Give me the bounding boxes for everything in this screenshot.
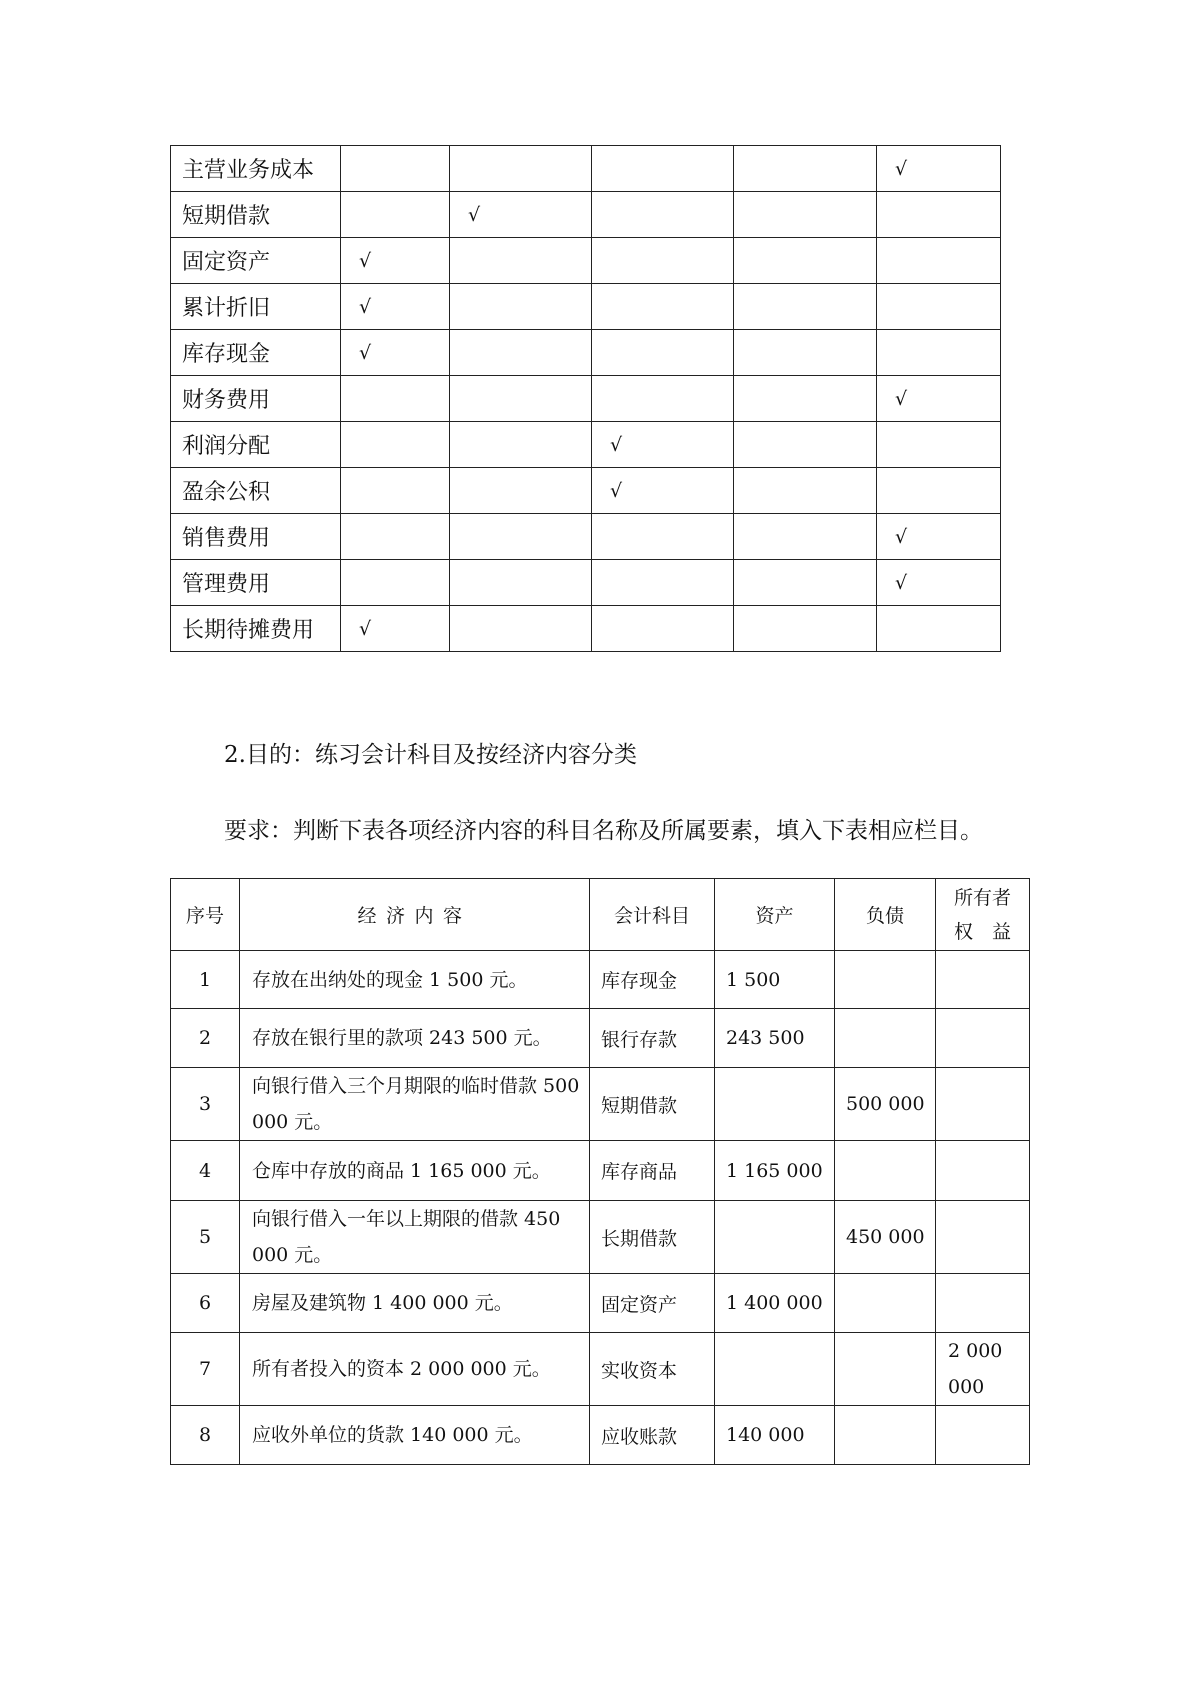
table-row [171, 284, 1001, 330]
check-mark-cell: √ [877, 376, 1001, 422]
check-mark-cell [341, 422, 450, 468]
check-mark-cell: √ [341, 606, 450, 652]
check-mark-cell [341, 146, 450, 192]
owner-equity-amount [936, 1274, 1030, 1333]
row-number: 4 [171, 1141, 240, 1201]
check-mark-cell: √ [341, 238, 450, 284]
header-owner-equity [936, 879, 1030, 951]
check-mark-cell [450, 146, 592, 192]
account-subject: 库存现金 [590, 951, 715, 1009]
check-mark-cell [592, 238, 734, 284]
account-subject: 银行存款 [590, 1009, 715, 1068]
check-mark-cell [877, 284, 1001, 330]
check-mark-cell [877, 606, 1001, 652]
economic-content-table [170, 878, 1030, 1465]
header-owner-line2: 权 益 [953, 920, 1011, 943]
account-subject: 固定资产 [590, 1274, 715, 1333]
asset-amount [715, 1201, 835, 1274]
check-mark-cell [450, 468, 592, 514]
check-mark-cell [450, 422, 592, 468]
table-row [171, 468, 1001, 514]
check-mark-cell [592, 606, 734, 652]
check-mark-cell [734, 468, 877, 514]
check-mark-cell [450, 514, 592, 560]
check-mark-cell [734, 560, 877, 606]
account-subject: 实收资本 [590, 1333, 715, 1406]
table-row [171, 376, 1001, 422]
liability-amount [835, 951, 936, 1009]
check-mark-cell [734, 238, 877, 284]
table-row [171, 560, 1001, 606]
header-no: 序号 [171, 879, 240, 951]
table-row [171, 238, 1001, 284]
row-number: 2 [171, 1009, 240, 1068]
account-name: 财务费用 [171, 376, 341, 422]
account-name: 主营业务成本 [171, 146, 341, 192]
check-mark-cell [592, 560, 734, 606]
check-mark-cell [450, 238, 592, 284]
owner-equity-amount [936, 1009, 1030, 1068]
table-row [171, 1333, 1030, 1406]
row-number: 3 [171, 1068, 240, 1141]
check-mark-cell: √ [877, 514, 1001, 560]
check-mark-cell [341, 376, 450, 422]
header-asset: 资产 [715, 879, 835, 951]
section-2-goal: 2.目的：练习会计科目及按经济内容分类 [224, 742, 637, 768]
account-subject: 长期借款 [590, 1201, 715, 1274]
check-mark-cell: √ [592, 422, 734, 468]
header-owner-line1: 所有者 [953, 886, 1011, 909]
row-number: 8 [171, 1406, 240, 1465]
check-mark-cell [592, 192, 734, 238]
check-mark-cell [734, 514, 877, 560]
check-mark-cell [877, 238, 1001, 284]
check-mark-cell [341, 514, 450, 560]
check-mark-cell [592, 146, 734, 192]
liability-amount [835, 1141, 936, 1201]
owner-equity-amount [936, 1141, 1030, 1201]
asset-amount: 243 500 [715, 1009, 835, 1068]
check-mark-cell: √ [592, 468, 734, 514]
owner-equity-amount [936, 1201, 1030, 1274]
check-mark-cell [734, 330, 877, 376]
table-row [171, 1141, 1030, 1201]
check-mark-cell [450, 284, 592, 330]
economic-content: 向银行借入三个月期限的临时借款 500 000 元。 [240, 1068, 590, 1141]
header-content-label: 经济内容 [357, 905, 472, 927]
check-mark-cell [592, 284, 734, 330]
owner-equity-amount [936, 1068, 1030, 1141]
account-subject: 应收账款 [590, 1406, 715, 1465]
table-row [171, 1274, 1030, 1333]
check-mark-cell [877, 468, 1001, 514]
economic-content: 仓库中存放的商品 1 165 000 元。 [240, 1141, 590, 1201]
table-row [171, 192, 1001, 238]
asset-amount: 1 500 [715, 951, 835, 1009]
account-name: 管理费用 [171, 560, 341, 606]
check-mark-cell [341, 192, 450, 238]
check-mark-cell [877, 422, 1001, 468]
asset-amount [715, 1068, 835, 1141]
table-row [171, 330, 1001, 376]
liability-amount [835, 1406, 936, 1465]
table-row [171, 606, 1001, 652]
header-content [240, 879, 590, 951]
account-name: 长期待摊费用 [171, 606, 341, 652]
check-mark-cell [450, 376, 592, 422]
account-name: 固定资产 [171, 238, 341, 284]
economic-content: 房屋及建筑物 1 400 000 元。 [240, 1274, 590, 1333]
check-mark-cell [592, 514, 734, 560]
table-header-row [171, 879, 1030, 951]
check-mark-cell [877, 192, 1001, 238]
row-number: 5 [171, 1201, 240, 1274]
account-subject: 短期借款 [590, 1068, 715, 1141]
check-mark-cell [734, 376, 877, 422]
economic-content: 所有者投入的资本 2 000 000 元。 [240, 1333, 590, 1406]
account-name: 利润分配 [171, 422, 341, 468]
check-mark-cell: √ [341, 330, 450, 376]
check-mark-cell [592, 376, 734, 422]
check-mark-cell [877, 330, 1001, 376]
table-row [171, 1068, 1030, 1141]
classification-table [170, 145, 1001, 652]
check-mark-cell [592, 330, 734, 376]
liability-amount: 450 000 [835, 1201, 936, 1274]
row-number: 6 [171, 1274, 240, 1333]
account-name: 累计折旧 [171, 284, 341, 330]
asset-amount: 1 165 000 [715, 1141, 835, 1201]
check-mark-cell [734, 192, 877, 238]
economic-content: 存放在银行里的款项 243 500 元。 [240, 1009, 590, 1068]
header-liability: 负债 [835, 879, 936, 951]
check-mark-cell [341, 468, 450, 514]
owner-equity-amount [936, 951, 1030, 1009]
check-mark-cell: √ [877, 560, 1001, 606]
check-mark-cell [734, 146, 877, 192]
liability-amount [835, 1333, 936, 1406]
row-number: 7 [171, 1333, 240, 1406]
table-row [171, 951, 1030, 1009]
check-mark-cell [734, 284, 877, 330]
liability-amount [835, 1009, 936, 1068]
table-row [171, 146, 1001, 192]
table-row [171, 1406, 1030, 1465]
economic-content: 应收外单位的货款 140 000 元。 [240, 1406, 590, 1465]
account-name: 库存现金 [171, 330, 341, 376]
account-subject: 库存商品 [590, 1141, 715, 1201]
table-row [171, 514, 1001, 560]
check-mark-cell: √ [341, 284, 450, 330]
asset-amount [715, 1333, 835, 1406]
asset-amount: 140 000 [715, 1406, 835, 1465]
liability-amount [835, 1274, 936, 1333]
liability-amount: 500 000 [835, 1068, 936, 1141]
table-row [171, 1009, 1030, 1068]
header-subject: 会计科目 [590, 879, 715, 951]
table-row [171, 1201, 1030, 1274]
check-mark-cell [450, 560, 592, 606]
table-row [171, 422, 1001, 468]
owner-equity-amount [936, 1406, 1030, 1465]
check-mark-cell [341, 560, 450, 606]
account-name: 销售费用 [171, 514, 341, 560]
account-name: 盈余公积 [171, 468, 341, 514]
economic-content: 向银行借入一年以上期限的借款 450 000 元。 [240, 1201, 590, 1274]
check-mark-cell: √ [450, 192, 592, 238]
check-mark-cell [450, 606, 592, 652]
owner-equity-amount: 2 000 000 [936, 1333, 1030, 1406]
account-name: 短期借款 [171, 192, 341, 238]
check-mark-cell [734, 606, 877, 652]
check-mark-cell [450, 330, 592, 376]
section-2-requirement: 要求：判断下表各项经济内容的科目名称及所属要素，填入下表相应栏目。 [224, 818, 983, 844]
row-number: 1 [171, 951, 240, 1009]
economic-content: 存放在出纳处的现金 1 500 元。 [240, 951, 590, 1009]
check-mark-cell [734, 422, 877, 468]
asset-amount: 1 400 000 [715, 1274, 835, 1333]
check-mark-cell: √ [877, 146, 1001, 192]
